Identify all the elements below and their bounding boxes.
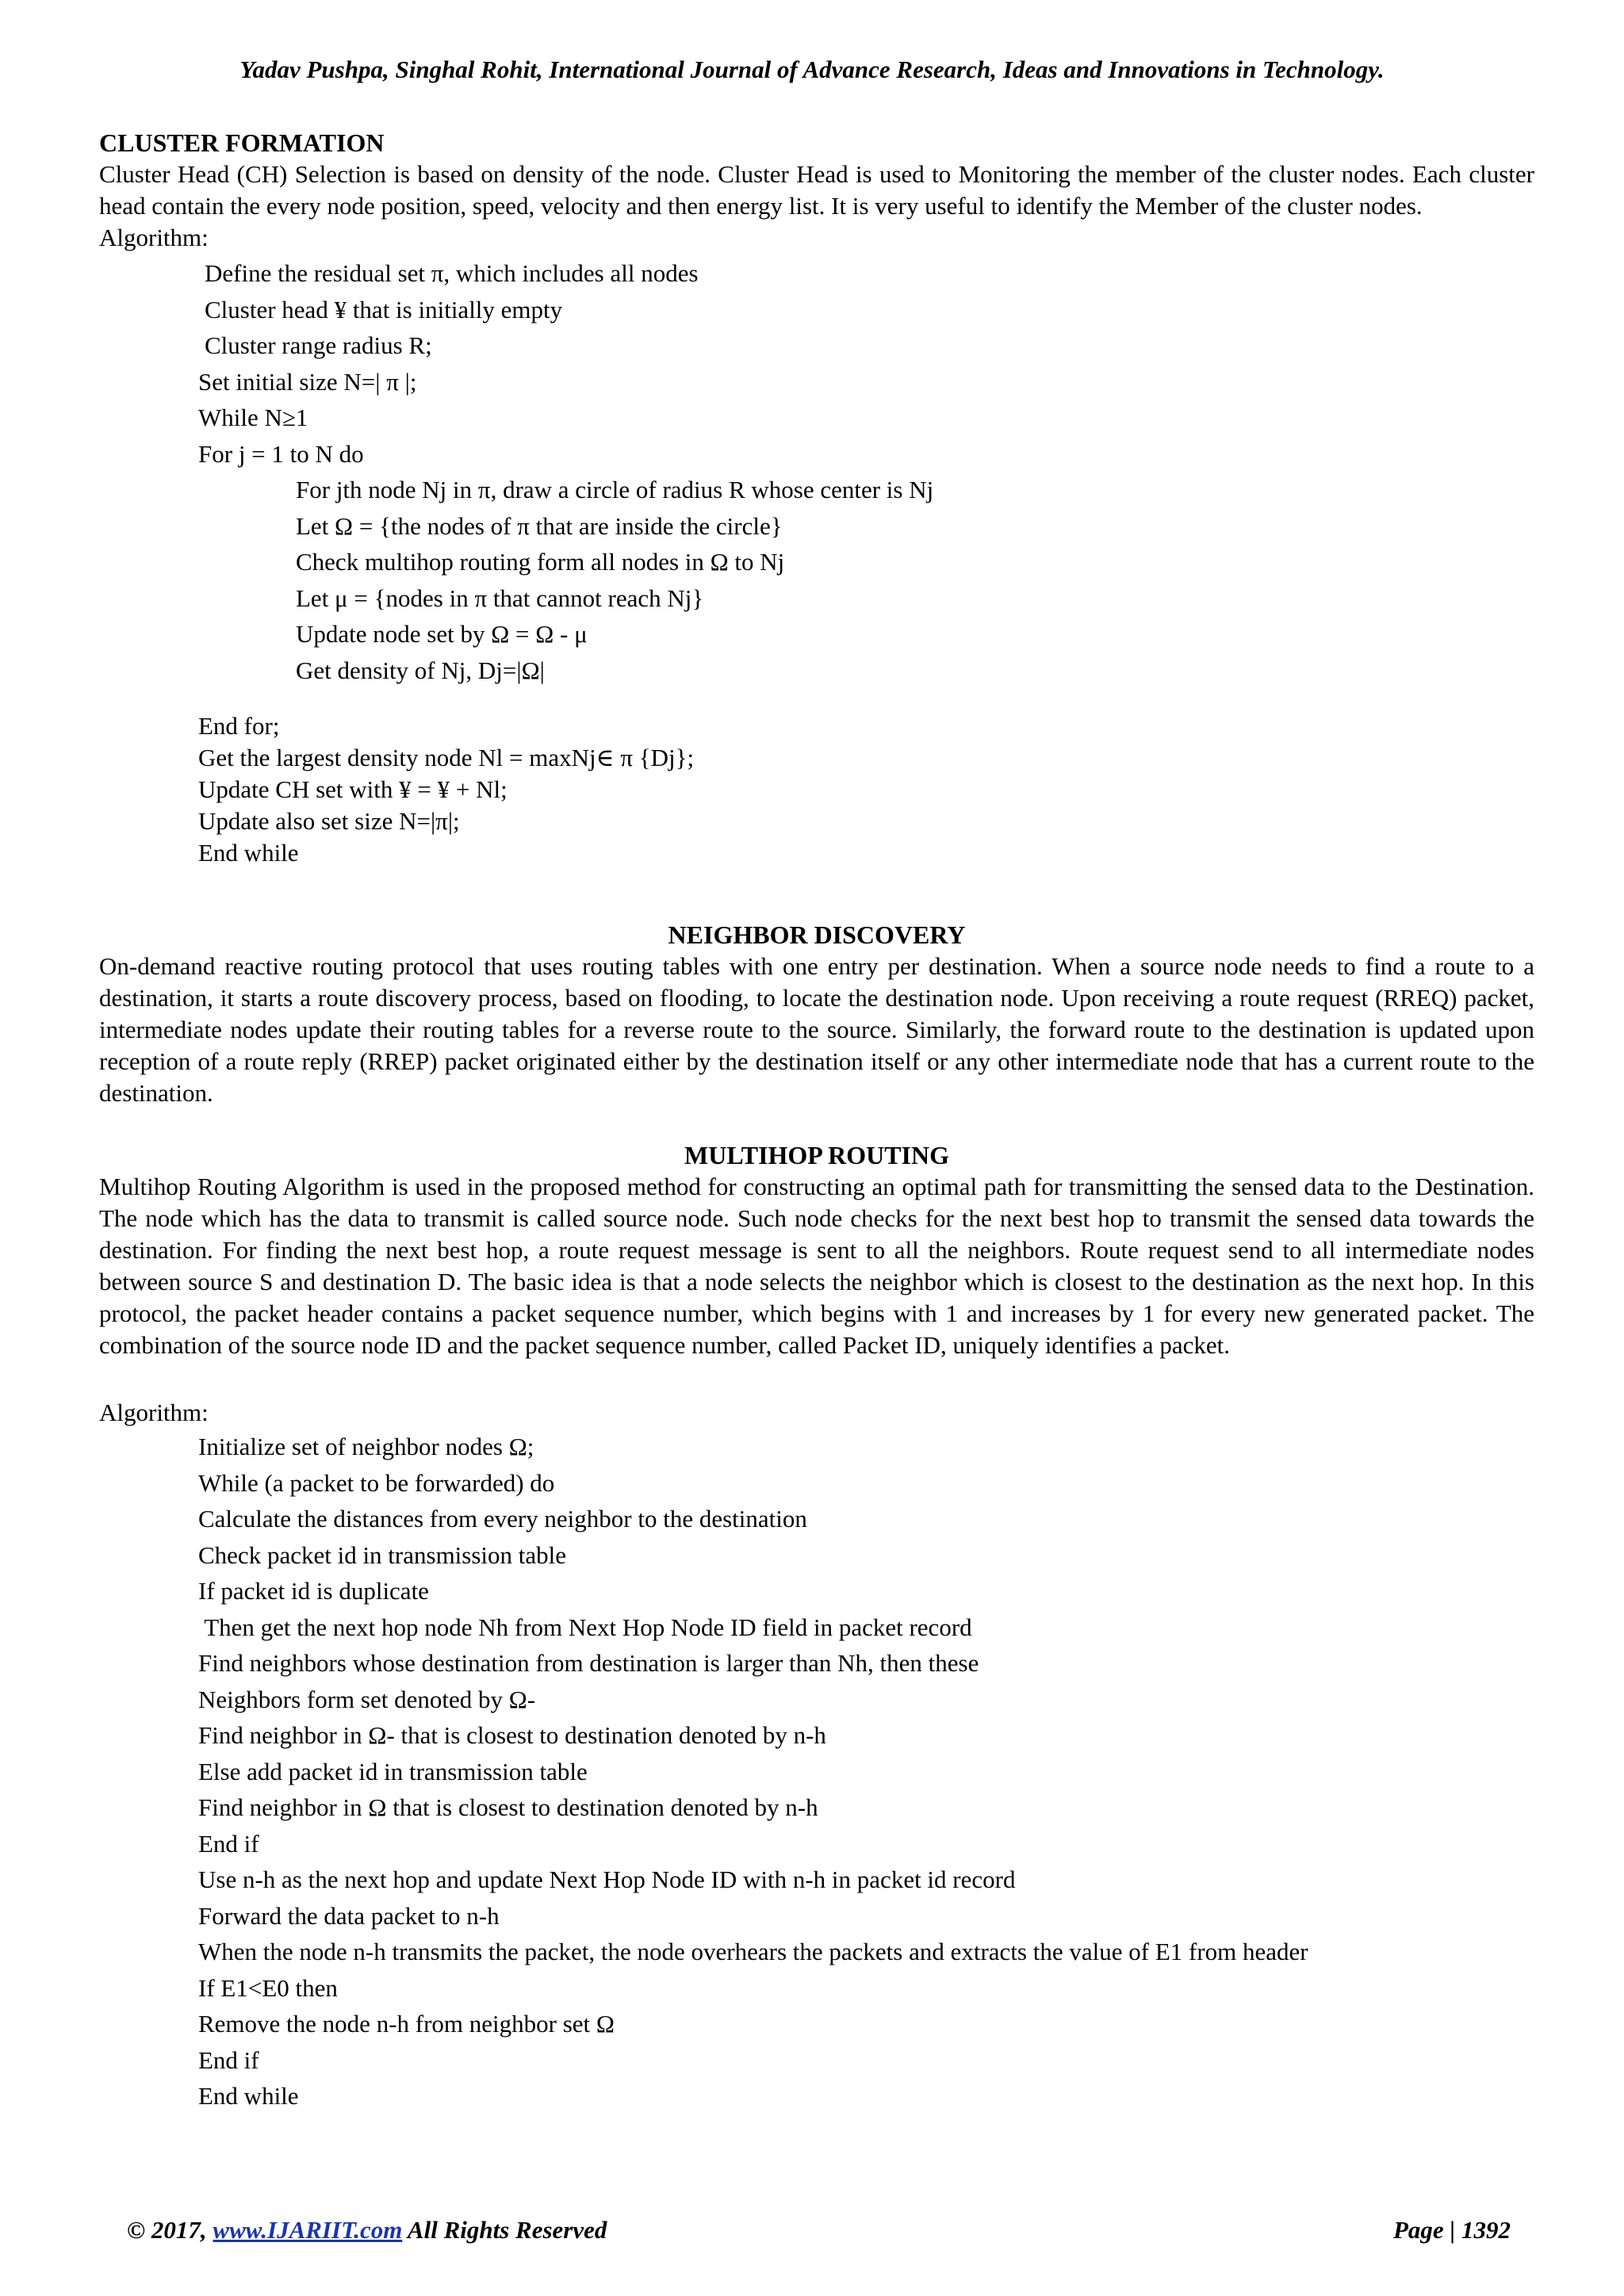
- algorithm-line: While N≥1: [198, 404, 308, 431]
- algorithm-line: Else add packet id in transmission table: [198, 1757, 588, 1785]
- algorithm-line: When the node n-h transmits the packet, the node overhears the packets and extracts the value of E1 from header: [198, 1938, 1308, 1965]
- algorithm-line: Check packet id in transmission table: [198, 1540, 567, 1569]
- algorithm-line: Set initial size N=| π |;: [198, 367, 417, 396]
- algorithm-line: Find neighbor in Ω- that is closest to destination denoted by n-h: [198, 1721, 826, 1749]
- copyright-text: © 2017,: [127, 2216, 213, 2244]
- algorithm-line: If E1<E0 then: [198, 1973, 338, 2002]
- neighbor-discovery-paragraph: On-demand reactive routing protocol that uses routing tables with one entry per destination. When a source node needs to find a route to a destination, it starts a route discovery process, based on flooding, to locate the destination node. Upon receiving a route request (RREQ) packet, intermediate nodes update their routing tables for a reverse route to the source. Similarly, the forward route to the destination is updated upon reception of a route reply (RREP) packet originated either by the destination itself or any other intermediate node that has a current route to the destination.: [99, 952, 1534, 1107]
- algorithm-line: Update node set by Ω = Ω - μ: [296, 620, 588, 648]
- algorithm-line: Initialize set of neighbor nodes Ω;: [198, 1433, 534, 1460]
- algorithm-line: Define the residual set π, which includes all nodes: [205, 259, 699, 287]
- multihop-algorithm: [99, 1429, 1534, 2114]
- multihop-routing-paragraph: Multihop Routing Algorithm is used in the proposed method for constructing an optimal path for transmitting the sensed data to the Destination. The node which has the data to transmit is called source node. Such node checks for the next best hop to transmit the sensed data towards the destination. For finding the next best hop, a route request message is sent to all the neighbors. Route request send to all intermediate nodes between source S and destination D. The basic idea is that a node selects the neighbor which is closest to the destination as the next hop. In this protocol, the packet header contains a packet sequence number, which begins with 1 and increases by 1 for every new generated packet. The combination of the source node ID and the packet sequence number, called Packet ID, uniquely identifies a packet.: [99, 1173, 1534, 1359]
- algorithm-line: End if: [198, 2045, 259, 2074]
- algorithm-line: End for;: [198, 712, 280, 740]
- multihop-algorithm-label: Algorithm:: [99, 1399, 209, 1426]
- algorithm-line: Find neighbors whose destination from destination is larger than Nh, then these: [198, 1649, 979, 1677]
- page-body: [99, 127, 1534, 2114]
- page-number: Page | 1392: [1392, 2216, 1511, 2244]
- algorithm-line: If packet id is duplicate: [198, 1577, 429, 1605]
- algorithm-line: For j = 1 to N do: [198, 439, 364, 468]
- algorithm-line: Forward the data packet to n-h: [198, 1901, 500, 1930]
- cluster-algorithm: [99, 255, 1534, 869]
- algorithm-line: For jth node Nj in π, draw a circle of radius R whose center is Nj: [296, 476, 934, 503]
- algorithm-line: Check multihop routing form all nodes in Ω to Nj: [296, 548, 785, 576]
- algorithm-line: Remove the node n-h from neighbor set Ω: [198, 2010, 615, 2038]
- algorithm-line: Find neighbor in Ω that is closest to destination denoted by n-h: [198, 1793, 818, 1821]
- algorithm-line: Calculate the distances from every neighbor to the destination: [198, 1505, 807, 1533]
- algorithm-line: Update also set size N=|π|;: [198, 807, 460, 835]
- algorithm-line: End while: [198, 2082, 299, 2110]
- neighbor-discovery-heading: NEIGHBOR DISCOVERY: [668, 920, 966, 949]
- cluster-formation-paragraph: Cluster Head (CH) Selection is based on density of the node. Cluster Head is used to Monitoring the member of the cluster nodes. Each cluster head contain the every node position, speed, velocity and then energy list. It is very useful to identify the Member of the cluster nodes.: [99, 160, 1534, 220]
- algorithm-line: Get density of Nj, Dj=|Ω|: [296, 656, 545, 684]
- algorithm-line: Neighbors form set denoted by Ω-: [198, 1685, 536, 1713]
- algorithm-line: End while: [198, 839, 299, 867]
- cluster-algorithm-label: Algorithm:: [99, 224, 209, 251]
- algorithm-line: End if: [198, 1829, 259, 1858]
- algorithm-line: Get the largest density node Nl = maxNj∈ π {Dj};: [198, 744, 695, 771]
- cluster-formation-heading: CLUSTER FORMATION: [99, 128, 385, 157]
- algorithm-line: Cluster head ¥ that is initially empty: [205, 295, 563, 323]
- algorithm-line: Then get the next hop node Nh from Next Hop Node ID field in packet record: [198, 1613, 972, 1641]
- algorithm-line: While (a packet to be forwarded) do: [198, 1468, 555, 1497]
- journal-link[interactable]: www.IJARIIT.com: [213, 2216, 403, 2244]
- rights-text: All Rights Reserved: [402, 2216, 607, 2244]
- algorithm-line: Let μ = {nodes in π that cannot reach Nj}: [296, 584, 704, 612]
- running-header: Yadav Pushpa, Singhal Rohit, International Journal of Advance Research, Ideas and Innovations in Technology.: [239, 55, 1385, 83]
- multihop-routing-heading: MULTIHOP ROUTING: [684, 1141, 949, 1169]
- algorithm-line: Cluster range radius R;: [205, 331, 432, 359]
- algorithm-line: Update CH set with ¥ = ¥ + Nl;: [198, 775, 508, 803]
- algorithm-line: Let Ω = {the nodes of π that are inside the circle}: [296, 511, 783, 540]
- footer-copyright: [127, 2216, 607, 2244]
- algorithm-line: Use n-h as the next hop and update Next Hop Node ID with n-h in packet id record: [198, 1866, 1016, 1893]
